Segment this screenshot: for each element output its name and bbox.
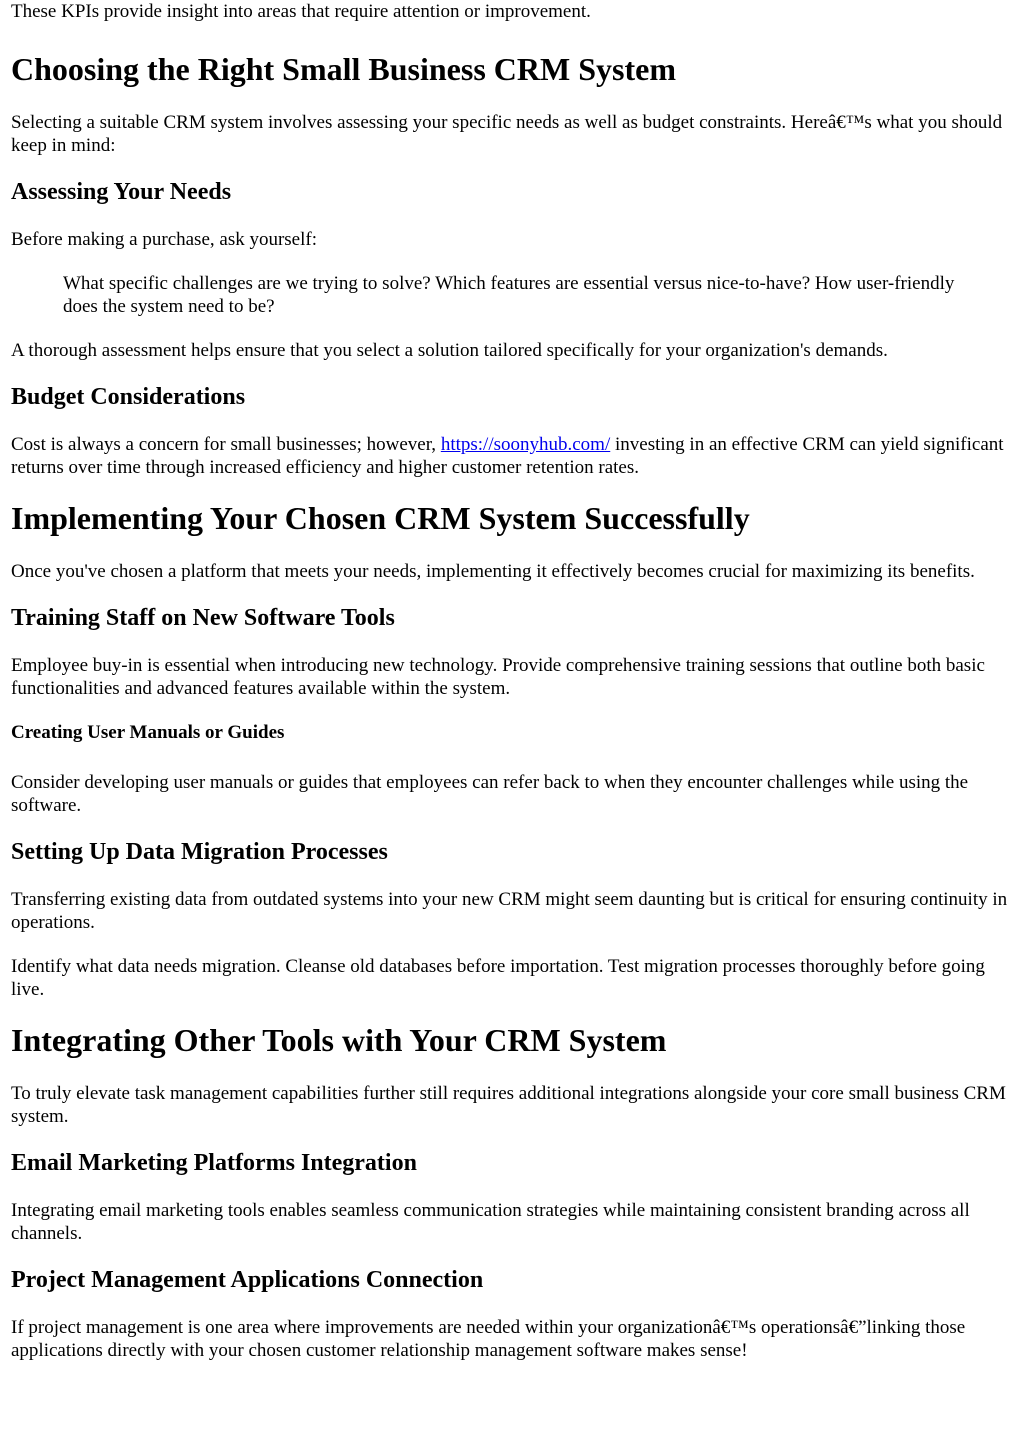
budget-text-after: investing in an effective CRM can yield significant returns over time through increased efficiency and higher customer retention rates. bbox=[11, 434, 1004, 478]
assessing-after-paragraph: A thorough assessment helps ensure that you select a solution tailored specifically for your organization's demands. bbox=[11, 340, 888, 361]
budget-text-before: Cost is always a concern for small businesses; however, bbox=[11, 434, 441, 455]
migration-paragraph: Transferring existing data from outdated systems into your new CRM might seem daunting but is critical for ensuring continuity in operations. bbox=[11, 889, 1008, 933]
migration-steps-paragraph: Identify what data needs migration. Cleanse old databases before importation. Test migration processes thoroughly before going live. bbox=[11, 956, 985, 1000]
heading-email-marketing: Email Marketing Platforms Integration bbox=[11, 1150, 417, 1176]
assessing-questions-quote: What specific challenges are we trying to solve? Which features are essential versus nice-to-have? How user-friendly does the system need to be? bbox=[63, 273, 955, 317]
manuals-paragraph: Consider developing user manuals or guides that employees can refer back to when they encounter challenges while using the software. bbox=[11, 772, 969, 816]
heading-assessing-needs: Assessing Your Needs bbox=[11, 179, 232, 205]
heading-choosing-crm: Choosing the Right Small Business CRM System bbox=[11, 51, 676, 87]
implementing-paragraph: Once you've chosen a platform that meets your needs, implementing it effectively becomes crucial for maximizing its benefits. bbox=[11, 561, 975, 582]
soonyhub-link[interactable]: https://soonyhub.com/ bbox=[440, 434, 611, 455]
heading-data-migration: Setting Up Data Migration Processes bbox=[11, 839, 388, 865]
heading-implementing-crm: Implementing Your Chosen CRM System Successfully bbox=[11, 500, 750, 536]
heading-training-staff: Training Staff on New Software Tools bbox=[11, 605, 395, 631]
budget-paragraph bbox=[11, 433, 1013, 479]
integrating-paragraph: To truly elevate task management capabilities further still requires additional integrations alongside your core small business CRM system. bbox=[11, 1083, 1006, 1127]
heading-budget-considerations: Budget Considerations bbox=[11, 384, 246, 410]
heading-integrating-tools: Integrating Other Tools with Your CRM System bbox=[11, 1022, 667, 1058]
intro-paragraph: These KPIs provide insight into areas that require attention or improvement. bbox=[11, 1, 591, 22]
heading-user-manuals: Creating User Manuals or Guides bbox=[11, 722, 285, 743]
training-paragraph: Employee buy-in is essential when introducing new technology. Provide comprehensive training sessions that outline both basic functionalities and advanced features available within the system. bbox=[11, 655, 985, 699]
heading-project-management: Project Management Applications Connection bbox=[11, 1267, 484, 1293]
project-paragraph: If project management is one area where improvements are needed within your organizationâ€™s operationsâ€”linking those applications directly with your chosen customer relationship management software makes sense! bbox=[11, 1317, 966, 1361]
email-paragraph: Integrating email marketing tools enables seamless communication strategies while maintaining consistent branding across all channels. bbox=[11, 1200, 970, 1244]
choosing-paragraph: Selecting a suitable CRM system involves assessing your specific needs as well as budget constraints. Hereâ€™s what you should keep in mind: bbox=[11, 112, 1003, 156]
assessing-paragraph: Before making a purchase, ask yourself: bbox=[11, 229, 318, 250]
